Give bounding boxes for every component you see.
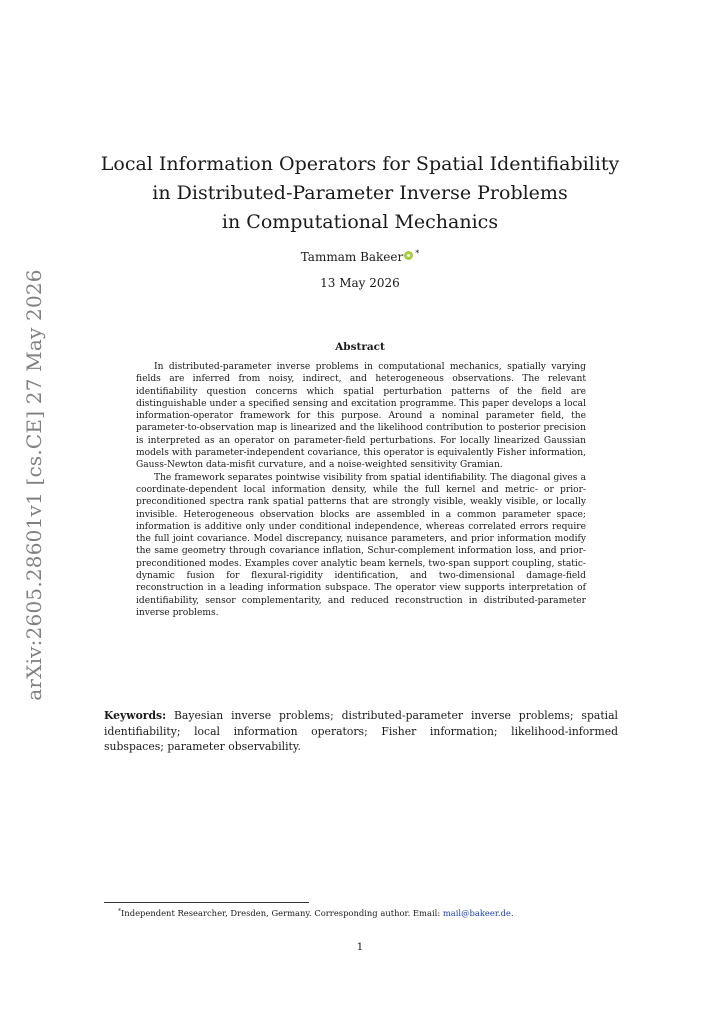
- keywords-label: Keywords:: [104, 709, 167, 722]
- paper-date: 13 May 2026: [320, 276, 400, 290]
- author-line: [100, 245, 620, 266]
- abstract-paragraph-1: In distributed-parameter inverse problems in computational mechanics, spatially varying fields are inferred from noisy, indirect, and heterogeneous observations. The relevant identifiability question concerns which spatial perturbation patterns of the field are distinguishable under a specified sensing and excitation programme. This paper develops a local information-operator framework for this purpose. Around a nominal parameter field, the parameter-to-observation map is linearized and the likelihood contribution to posterior precision is interpreted as an operator on parameter-field perturbations. For locally linearized Gaussian models with parameter-independent covariance, this operator is equivalently Fisher information, Gauss-Newton data-misfit curvature, and a noise-weighted sensitivity Gramian.: [136, 362, 586, 471]
- title-line-1: Local Information Operators for Spatial Identifiability: [100, 153, 620, 175]
- page-number: 1: [356, 941, 364, 953]
- footnote-divider: [104, 902, 309, 903]
- footnote-text: Independent Researcher, Dresden, Germany. Corresponding author. Email:: [121, 908, 443, 918]
- author-name: Tammam Bakeer: [300, 250, 404, 264]
- footnote-mark: *: [118, 908, 121, 915]
- orcid-icon[interactable]: [404, 251, 413, 260]
- abstract-body: [136, 361, 586, 619]
- author-footnote-mark: *: [415, 249, 420, 258]
- abstract-heading: Abstract: [335, 341, 385, 353]
- email-link[interactable]: mail@bakeer.de: [442, 908, 511, 918]
- footnote: [104, 906, 618, 919]
- title-line-2: in Distributed-Parameter Inverse Problems: [152, 182, 568, 204]
- keywords-section: [104, 708, 618, 755]
- title-line-3: in Computational Mechanics: [221, 211, 499, 233]
- paper-title: [100, 150, 620, 237]
- keywords-text: Bayesian inverse problems; distributed-parameter inverse problems; spatial identifiability; local information operators; Fisher information; likelihood-informed subspaces; parameter observability.: [104, 709, 618, 753]
- arxiv-identifier: arXiv:2605.28601v1 [cs.CE] 27 May 2026: [22, 269, 46, 701]
- abstract-paragraph-2: The framework separates pointwise visibility from spatial identifiability. The diagonal gives a coordinate-dependent local information density, while the full kernel and metric- or prior-preconditioned spectra rank spatial patterns that are strongly visible, weakly visible, or locally invisible. Heterogeneous observation blocks are assembled in a common parameter space; information is additive only under conditional independence, whereas correlated errors require the full joint covariance. Model discrepancy, nuisance parameters, and prior information modify the same geometry through covariance inflation, Schur-complement information loss, and prior-preconditioned modes. Examples cover analytic beam kernels, two-span support coupling, static-dynamic fusion for flexural-rigidity identification, and two-dimensional damage-field reconstruction in a leading information subspace. The operator view supports interpretation of identifiability, sensor complementarity, and reduced reconstruction in distributed-parameter inverse problems.: [136, 472, 586, 618]
- footnote-end: .: [510, 908, 514, 918]
- arxiv-sidebar: [22, 269, 46, 701]
